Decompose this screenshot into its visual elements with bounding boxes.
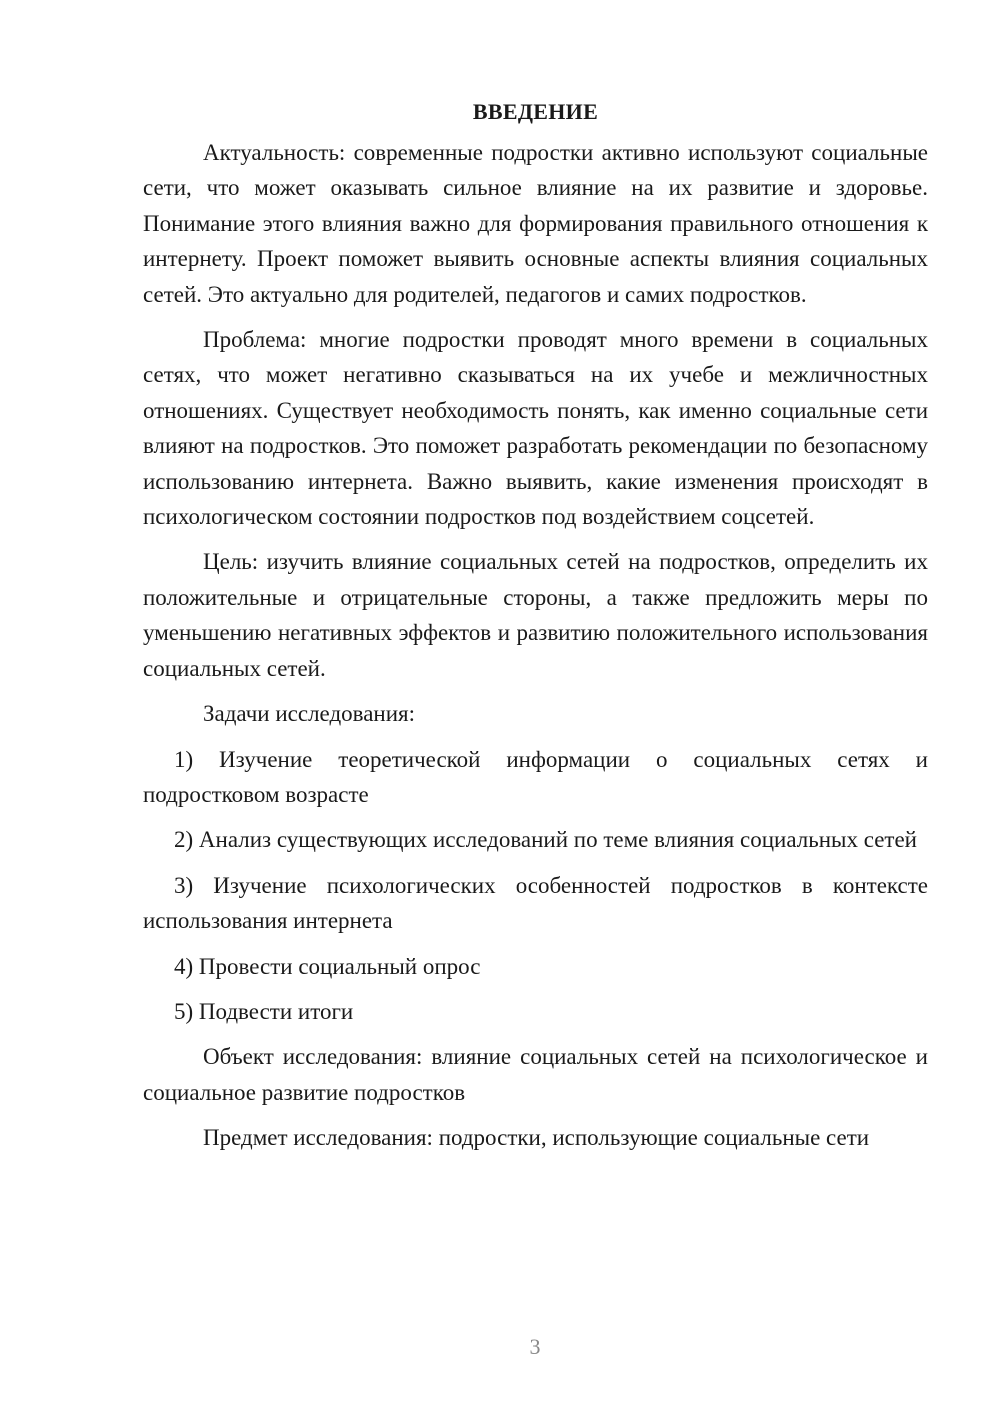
goal-paragraph: Цель: изучить влияние социальных сетей на подростков, определить их положительные и отрицательные стороны, а также предложить меры по уменьшению негативных эффектов и развитию положительного использования социальных сетей. [143, 549, 928, 681]
problem-paragraph: Проблема: многие подростки проводят много времени в социальных сетях, что может негативно сказываться на их учебе и межличностных отношениях. Существует необходимость понять, как именно социальные сети влияют на подростков. Это поможет разработать рекомендации по безопасному использованию интернета. Важно выявить, какие изменения происходят в психологическом состоянии подростков под воздействием соцсетей. [143, 327, 928, 530]
tasks-heading: Задачи исследования: [203, 701, 416, 727]
page-title: ВВЕДЕНИЕ [472, 99, 599, 124]
relevance-paragraph: Актуальность: современные подростки активно используют социальные сети, что может оказывать сильное влияние на их развитие и здоровье. Понимание этого влияния важно для формирования правильного отношения к интернету. Проект поможет выявить основные аспекты влияния социальных сетей. Это актуально для родителей, педагогов и самих подростков. [143, 140, 928, 307]
object-paragraph: Объект исследования: влияние социальных сетей на психологическое и социальное развитие подростков [143, 1044, 928, 1105]
task-item-2: 2) Анализ существующих исследований по теме влияния социальных сетей [174, 827, 917, 853]
task-item-5: 5) Подвести итоги [174, 998, 354, 1024]
task-item-1: 1) Изучение теоретической информации о социальных сетях и подростковом возрасте [143, 746, 928, 807]
subject-paragraph: Предмет исследования: подростки, использующие социальные сети [203, 1125, 870, 1151]
task-item-4: 4) Провести социальный опрос [174, 953, 481, 979]
page-number: 3 [529, 1334, 541, 1359]
page-body [143, 94, 928, 1166]
task-item-3: 3) Изучение психологических особенностей подростков в контексте использования интернета [143, 872, 928, 934]
